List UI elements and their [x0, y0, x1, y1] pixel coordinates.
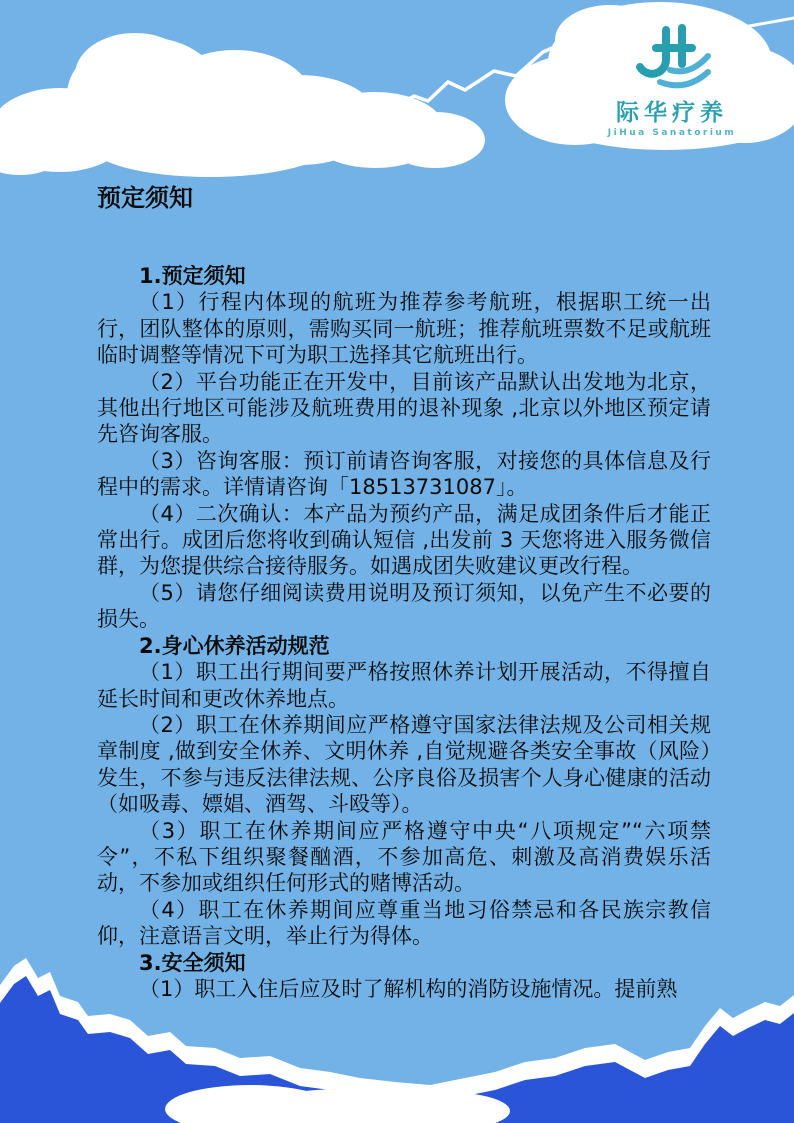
paragraph: （3）咨询客服：预订前请咨询客服，对接您的具体信息及行程中的需求。详情请咨询「18513731087」。 [97, 448, 711, 500]
section-heading-1: 1.预定须知 [139, 264, 246, 288]
paragraph: （1）行程内体现的航班为推荐参考航班，根据职工统一出行，团队整体的原则，需购买同一航班；推荐航班票数不足或航班临时调整等情况下可为职工选择其它航班出行。 [97, 290, 711, 368]
document-content [97, 184, 711, 1002]
paragraph: （3）职工在休养期间应严格遵守中央“八项规定”“六项禁令”，不私下组织聚餐酗酒，不参加高危、刺激及高消费娱乐活动，不参加或组织任何形式的赌博活动。 [97, 818, 711, 896]
paragraph: （1）职工入住后应及时了解机构的消防设施情况。提前熟 [139, 976, 678, 1001]
paragraph: （2）平台功能正在开发中，目前该产品默认出发地为北京，其他出行地区可能涉及航班费用的退补现象 ,北京以外地区预定请先咨询客服。 [97, 369, 711, 447]
paragraph: （5）请您仔细阅读费用说明及预订须知，以免产生不必要的损失。 [97, 580, 711, 632]
document-text [97, 263, 711, 1002]
paragraph: （2）职工在休养期间应严格遵守国家法律法规及公司相关规章制度 ,做到安全休养、文明休养 ,自觉规避各类安全事故（风险）发生，不参与违反法律法规、公序良俗及损害个人身心健康的活动（如吸毒、嫖娼、酒驾、斗殴等）。 [97, 712, 711, 817]
section-heading-3: 3.安全须知 [139, 950, 246, 975]
logo-name: 际华疗养 [616, 100, 728, 126]
logo-jh-monogram-icon [630, 24, 714, 92]
left-cloud [0, 33, 485, 177]
bottom-torn-paper-decoration [0, 903, 794, 1123]
paragraph: （4）二次确认：本产品为预约产品，满足成团条件后才能正常出行。成团后您将收到确认短信 ,出发前 3 天您将进入服务微信群，为您提供综合接待服务。如遇成团失败建议更改行程。 [97, 501, 711, 579]
page-title: 预定须知 [97, 184, 193, 212]
section-heading-2: 2.身心休养活动规范 [139, 633, 330, 658]
logo [602, 24, 742, 138]
paragraph: （4）职工在休养期间应尊重当地习俗禁忌和各民族宗教信仰，注意语言文明，举止行为得体。 [97, 897, 711, 949]
logo-subtitle: JiHua Sanatorium [607, 128, 737, 138]
paragraph: （1）职工出行期间要严格按照休养计划开展活动，不得擅自延长时间和更改休养地点。 [97, 660, 711, 711]
